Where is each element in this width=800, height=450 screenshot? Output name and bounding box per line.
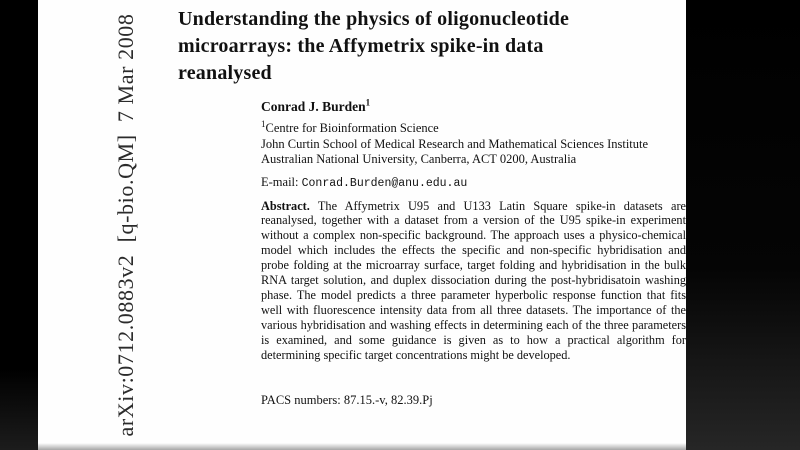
author-name bbox=[261, 99, 686, 115]
paper-title-line: reanalysed bbox=[178, 62, 272, 84]
email-line bbox=[261, 175, 686, 190]
affiliation-text: Centre for Bioinformation Science bbox=[265, 121, 439, 135]
affiliation-line: John Curtin School of Medical Research and Mathematical Sciences Institute bbox=[261, 136, 649, 151]
paper-title bbox=[178, 6, 698, 87]
email-address: Conrad.Burden@anu.edu.au bbox=[301, 176, 468, 190]
author-affiliation-marker: 1 bbox=[365, 97, 371, 108]
right-edge-bar bbox=[686, 0, 800, 450]
paper-title-line: microarrays: the Affymetrix spike-in data bbox=[178, 35, 544, 57]
abstract-label: Abstract. bbox=[261, 198, 310, 213]
left-edge-bar bbox=[0, 0, 38, 450]
affiliation-block bbox=[261, 118, 701, 168]
abstract bbox=[261, 199, 686, 363]
paper-page bbox=[38, 0, 686, 450]
email-label: E-mail: bbox=[261, 174, 302, 189]
paper-content bbox=[38, 0, 686, 408]
abstract-text: The Affymetrix U95 and U133 Latin Square spike-in datasets are reanalysed, together with a dataset from a version of the U95 spike-in experiment without a complex non-specific background. The approach uses a physico-chemical model which includes the effects the specific and non-specific hybridisation and probe folding at the microarray surface, target folding and hybridisation in the bulk RNA target solution, and duplex dissociation during the post-hybridisatoin washing phase. The model predicts a three parameter hyperbolic response function that fits well with fluorescence intensity data from all three datasets. The importance of the various hybridisation and washing effects in determining each of the three parameters is examined, and some guidance is given as to how a practical algorithm for determining specific target concentrations might be developed. bbox=[261, 198, 686, 362]
affiliation-line bbox=[261, 118, 701, 137]
arxiv-watermark: arXiv:0712.0883v2 [q-bio.QM] 7 Mar 2008 bbox=[113, 13, 138, 437]
paper-title-line: Understanding the physics of oligonucleotide bbox=[178, 8, 570, 30]
pacs-line: PACS numbers: 87.15.-v, 82.39.Pj bbox=[261, 393, 433, 408]
author-name-text: Conrad J. Burden bbox=[261, 99, 366, 114]
affiliation-marker: 1 bbox=[261, 118, 266, 129]
affiliation-line: Australian National University, Canberra, ACT 0200, Australia bbox=[261, 152, 577, 166]
